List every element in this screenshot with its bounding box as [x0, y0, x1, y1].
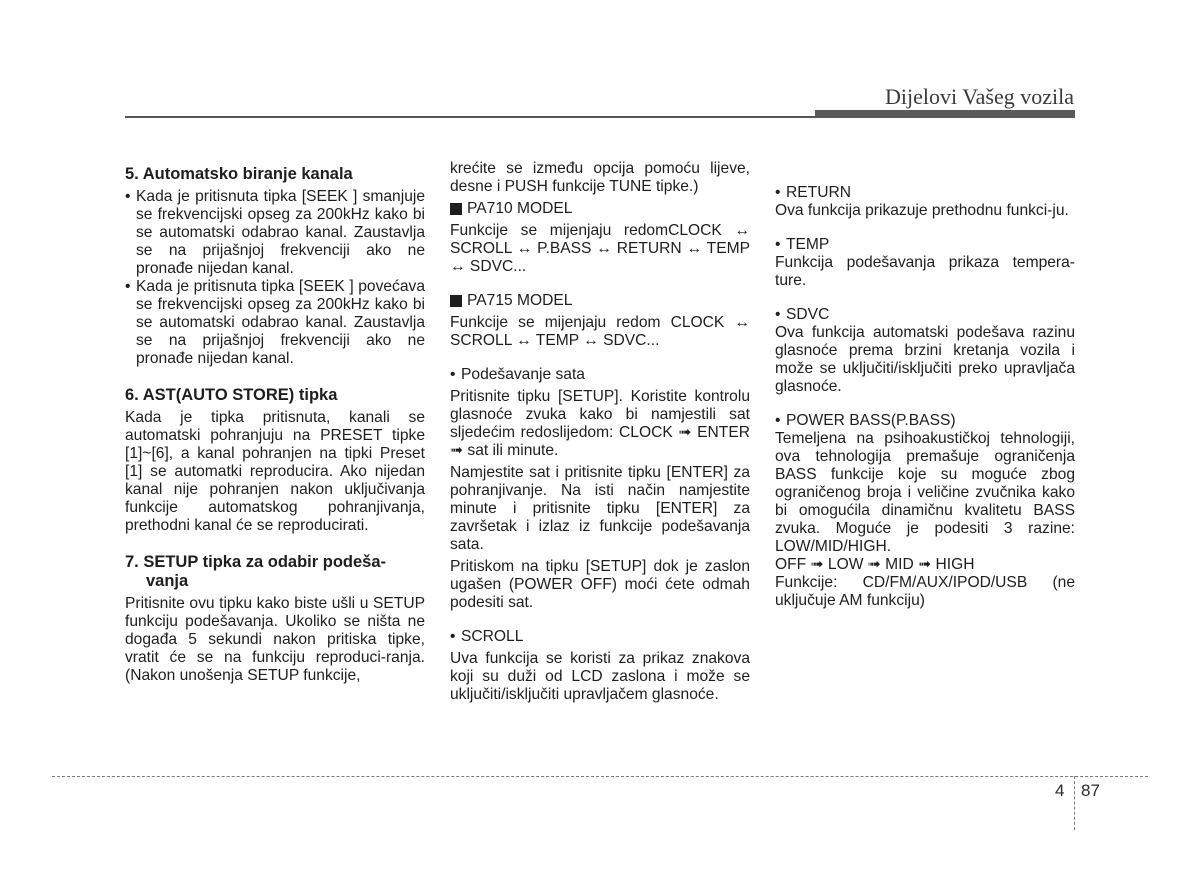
- item-title-scroll: • SCROLL: [450, 628, 750, 646]
- column-left: [125, 165, 425, 685]
- paragraph-temp: Funkcija podešavanja prikaza tempera-ture.: [775, 254, 1075, 289]
- power-bass-sequence: OFF ➟ LOW ➟ MID ➟ HIGH: [775, 556, 975, 573]
- square-bullet-icon: [450, 295, 462, 307]
- model-pa715-text: Funkcije se mijenjaju redom CLOCK ↔ SCROLL ↔ TEMP ↔ SDVC...: [450, 314, 750, 349]
- paragraph-clock-3: Pritiskom na tipku [SETUP] dok je zaslon ugašen (POWER OFF) moći ćete odmah podesiti sat.: [450, 558, 750, 611]
- paragraph-clock-1: Pritisnite tipku [SETUP]. Koristite kontrolu glasnoće zvuka kako bi namjestili sat sljedećim redoslijedom: CLOCK ➟ ENTER ➟ sat ili minute.: [450, 388, 750, 459]
- column-middle: [450, 160, 750, 704]
- bullet-seek-up: • Kada je pritisnuta tipka [SEEK ] povećava se frekvencijski opseg za 200kHz kako bi se automatski odabrao kanal. Zaustavlja se na prijašnjoj frekvenciji ako ne pronađe nijedan kanal.: [125, 278, 425, 368]
- page-header-title: Dijelovi Vašeg vozila: [885, 84, 1074, 109]
- item-title-power-bass: • POWER BASS(P.BASS): [775, 412, 1075, 430]
- header-rule: [125, 116, 815, 118]
- header-rule-accent: [815, 110, 1075, 118]
- model-pa715: [450, 292, 750, 310]
- page-number: 87: [1081, 781, 1100, 800]
- item-title-sdvc: • SDVC: [775, 306, 1075, 324]
- paragraph-power-bass: Temeljena na psihoakustičkoj tehnologiji, ova tehnologija premašuje ograničenja BASS funkcije koje su moguće zbog ograničenog broja i veličine zvučnika kako bi omogućila dinamičnu kvalitetu BASS zvuka. Moguće je podesiti 3 razine: LOW/MID/HIGH.: [775, 430, 1075, 555]
- paragraph-return: Ova funkcija prikazuje prethodnu funkci-ju.: [775, 202, 1069, 219]
- footer-dashed-divider: [1074, 776, 1075, 830]
- paragraph-scroll: Uva funkcija se koristi za prikaz znakova koji su duži od LCD zaslona i može se uključiti/isključiti upravljačem glasnoće.: [450, 650, 750, 703]
- model-label: PA715 MODEL: [467, 292, 573, 309]
- section-heading-6: 6. AST(AUTO STORE) tipka: [125, 386, 338, 404]
- model-pa710-text: Funkcije se mijenjaju redomCLOCK ↔ SCROLL ↔ P.BASS ↔ RETURN ↔ TEMP ↔ SDVC...: [450, 222, 750, 275]
- paragraph-ast: Kada je tipka pritisnuta, kanali se automatski pohranjuju na PRESET tipke [1]~[6], a kanal pohranjen na tipki Preset [1] se automatki reproducira. Ako nijedan kanal nije pohranjen nakon uključivanja funkcije automatskog pohranjivanja, prethodni kanal će se reproducirati.: [125, 409, 425, 534]
- section-heading-7: 7. SETUP tipka za odabir podeša-vanja: [125, 553, 387, 590]
- square-bullet-icon: [450, 203, 462, 215]
- paragraph-clock-2: Namjestite sat i pritisnite tipku [ENTER] za pohranjivanje. Na isti način namjestite minute i pritisnite tipku [ENTER] za završetak i izlaz iz funkcije podešavanja sata.: [450, 464, 750, 553]
- column-right: [775, 184, 1075, 610]
- model-pa710: [450, 200, 750, 218]
- item-title-clock: • Podešavanje sata: [450, 366, 750, 384]
- section-heading-5: 5. Automatsko biranje kanala: [125, 165, 353, 183]
- item-title-return: • RETURN: [775, 184, 1075, 202]
- power-bass-functions: Funkcije: CD/FM/AUX/IPOD/USB (ne uključuje AM funkciju): [775, 574, 1075, 609]
- item-title-temp: • TEMP: [775, 236, 1075, 254]
- paragraph-setup: Pritisnite ovu tipku kako biste ušli u SETUP funkciju podešavanja. Ukoliko se ništa ne događa 5 sekundi nakon pritiska tipke, vratit će se na funkciju reproduci-ranja. (Nakon unošenja SETUP funkcije,: [125, 595, 425, 684]
- paragraph-setup-continued: krećite se između opcija pomoću lijeve, desne i PUSH funkcije TUNE tipke.): [450, 160, 750, 195]
- bullet-seek-down: • Kada je pritisnuta tipka [SEEK ] smanjuje se frekvencijski opseg za 200kHz kako bi se automatski odabrao kanal. Zaustavlja se na prijašnjoj frekvenciji ako ne pronađe nijedan kanal.: [125, 188, 425, 278]
- model-label: PA710 MODEL: [467, 200, 573, 217]
- footer-dashed-line: [52, 776, 1148, 777]
- chapter-number: 4: [1055, 781, 1065, 800]
- paragraph-sdvc: Ova funkcija automatski podešava razinu glasnoće prema brzini kretanja vozila i može se uključiti/isključiti preko upravljača glasnoće.: [775, 324, 1075, 395]
